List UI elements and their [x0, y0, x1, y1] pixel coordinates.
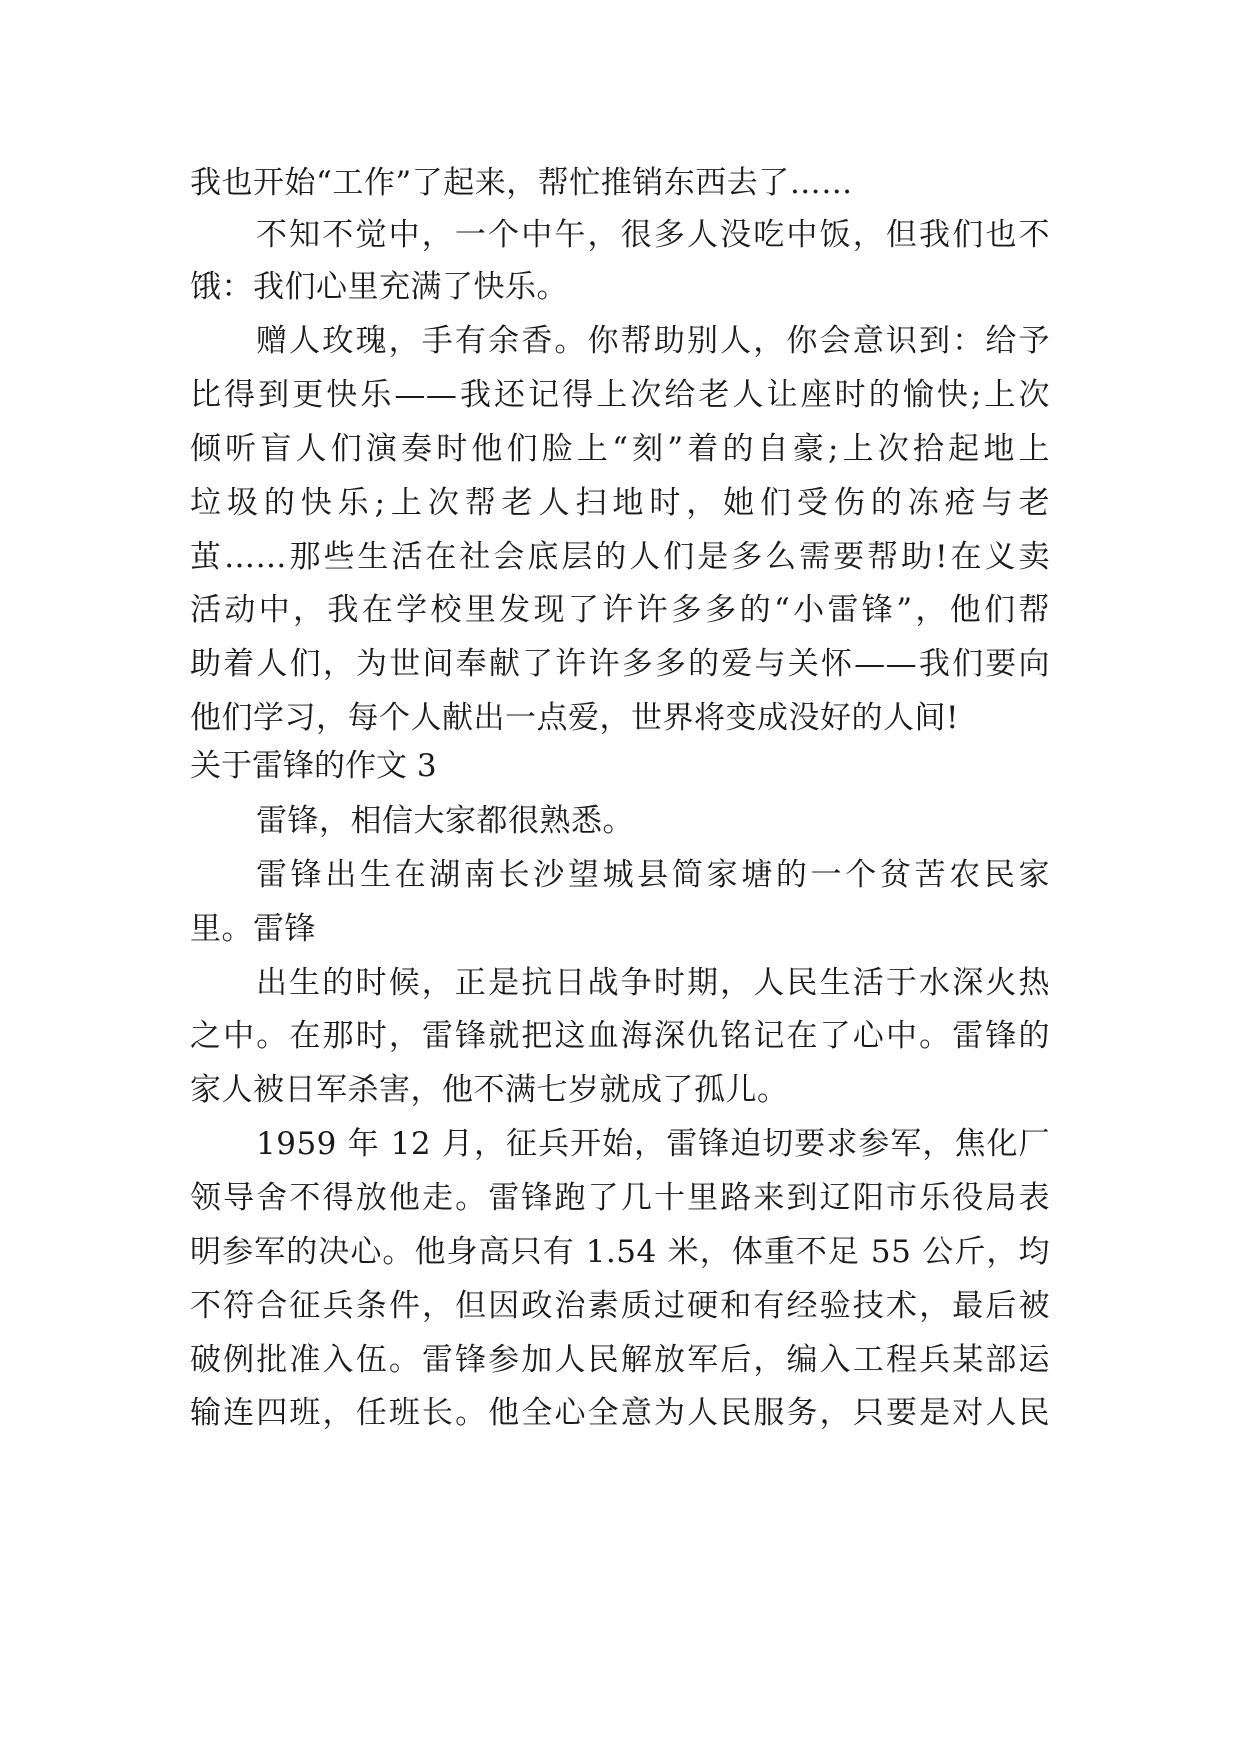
text-line: 输连四班，任班长。他全心全意为人民服务，只要是对人民 [190, 1395, 1050, 1431]
text-line: 比得到更快乐——我还记得上次给老人让座时的愉快;上次 [190, 377, 1050, 413]
text-line: 雷锋，相信大家都很熟悉。 [256, 803, 634, 839]
text-line: 茧……那些生活在社会底层的人们是多么需要帮助!在义卖 [190, 539, 1050, 575]
section-heading: 关于雷锋的作文 3 [190, 748, 437, 784]
text-line: 破例批准入伍。雷锋参加人民解放军后，编入工程兵某部运 [190, 1342, 1050, 1378]
text-line: 不符合征兵条件，但因政治素质过硬和有经验技术，最后被 [190, 1288, 1050, 1324]
text-line: 不知不觉中，一个中午，很多人没吃中饭，但我们也不 [256, 217, 1050, 253]
text-line: 助着人们，为世间奉献了许许多多的爱与关怀——我们要向 [190, 646, 1050, 682]
text-line: 赠人玫瑰，手有余香。你帮助别人，你会意识到：给予 [256, 323, 1050, 359]
text-line: 倾听盲人们演奏时他们脸上“刻”着的自豪;上次拾起地上 [190, 431, 1050, 467]
text-line: 活动中，我在学校里发现了许许多多的“小雷锋”，他们帮 [190, 592, 1050, 628]
text-line: 1959 年 12 月，征兵开始，雷锋迫切要求参军，焦化厂 [256, 1126, 1050, 1162]
text-line: 雷锋出生在湖南长沙望城县简家塘的一个贫苦农民家 [256, 857, 1050, 893]
text-line: 明参军的决心。他身高只有 1.54 米，体重不足 55 公斤，均 [190, 1234, 1050, 1270]
text-line: 他们学习，每个人献出一点爱，世界将变成没好的人间! [190, 700, 959, 736]
text-line: 饿：我们心里充满了快乐。 [190, 269, 568, 305]
text-line: 里。雷锋 [190, 911, 316, 947]
text-line: 家人被日军杀害，他不满七岁就成了孤儿。 [190, 1072, 789, 1108]
text-line: 领导舍不得放他走。雷锋跑了几十里路来到辽阳市乐役局表 [190, 1180, 1050, 1216]
text-line: 之中。在那时，雷锋就把这血海深仇铭记在了心中。雷锋的 [190, 1018, 1050, 1054]
text-line: 垃圾的快乐;上次帮老人扫地时，她们受伤的冻疮与老 [190, 485, 1050, 521]
text-line: 我也开始“工作”了起来，帮忙推销东西去了…… [190, 165, 853, 201]
text-line: 出生的时候，正是抗日战争时期，人民生活于水深火热 [256, 965, 1050, 1001]
